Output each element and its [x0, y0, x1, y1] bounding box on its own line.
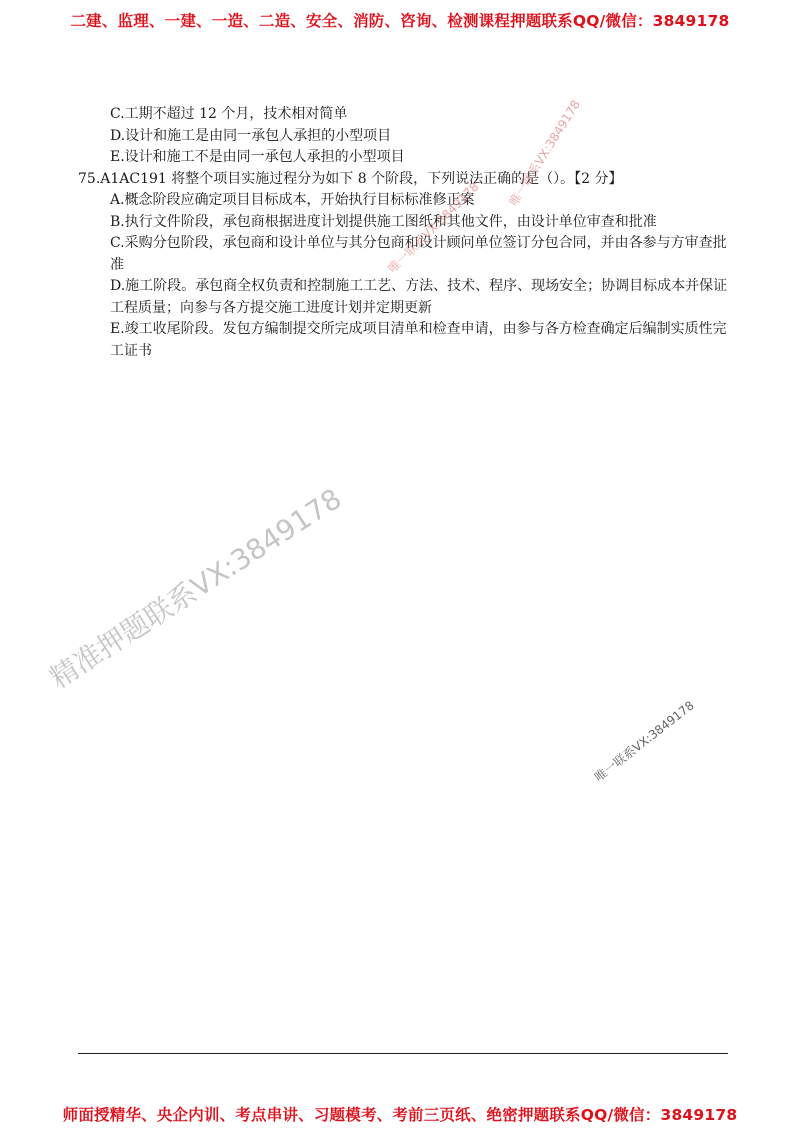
- option-d: D.施工阶段。承包商全权负责和控制施工工艺、方法、技术、程序、现场安全；协调目标成本并保证工程质量；向参与各方提交施工进度计划并定期更新: [110, 278, 728, 316]
- watermark-center: 精准押题联系VX:3849178: [43, 481, 348, 696]
- option-b: B.执行文件阶段，承包商根据进度计划提供施工图纸和其他文件，由设计单位审查和批准: [110, 213, 657, 230]
- option-e: E.竣工收尾阶段。发包方编制提交所完成项目清单和检查申请，由参与各方检查确定后编制实质性完工证书: [110, 321, 727, 359]
- option-c: C.采购分包阶段，承包商和设计单位与其分包商和设计顾问单位签订分包合同，并由各参与方审查批准: [110, 235, 727, 273]
- watermark-lower-right: 唯一联系VX:3849178: [591, 698, 697, 785]
- footer-divider: [78, 1053, 728, 1054]
- prev-option-e: E.设计和施工不是由同一承包人承担的小型项目: [110, 149, 405, 165]
- option-a: A.概念阶段应确定项目目标成本，开始执行目标标准修正案: [110, 192, 475, 208]
- watermark-top-right: 唯一联系VX:3849178: [506, 97, 583, 209]
- prev-option-c: C.工期不超过 12 个月，技术相对简单: [110, 106, 348, 122]
- question-content: [78, 104, 728, 362]
- prev-option-d: D.设计和施工是由同一承包人承担的小型项目: [110, 127, 392, 144]
- watermark-mid: 唯一联系VX:3849178: [385, 179, 482, 276]
- question-stem: 75.A1AC191 将整个项目实施过程分为如下 8 个阶段，下列说法正确的是（）。【2 分】: [78, 170, 623, 187]
- header-banner: 二建、监理、一建、一造、二造、安全、消防、咨询、检测课程押题联系QQ/微信：3849178: [70, 12, 730, 30]
- footer-banner: 师面授精华、央企内训、考点串讲、习题模考、考前三页纸、绝密押题联系QQ/微信：3849178: [62, 1106, 738, 1124]
